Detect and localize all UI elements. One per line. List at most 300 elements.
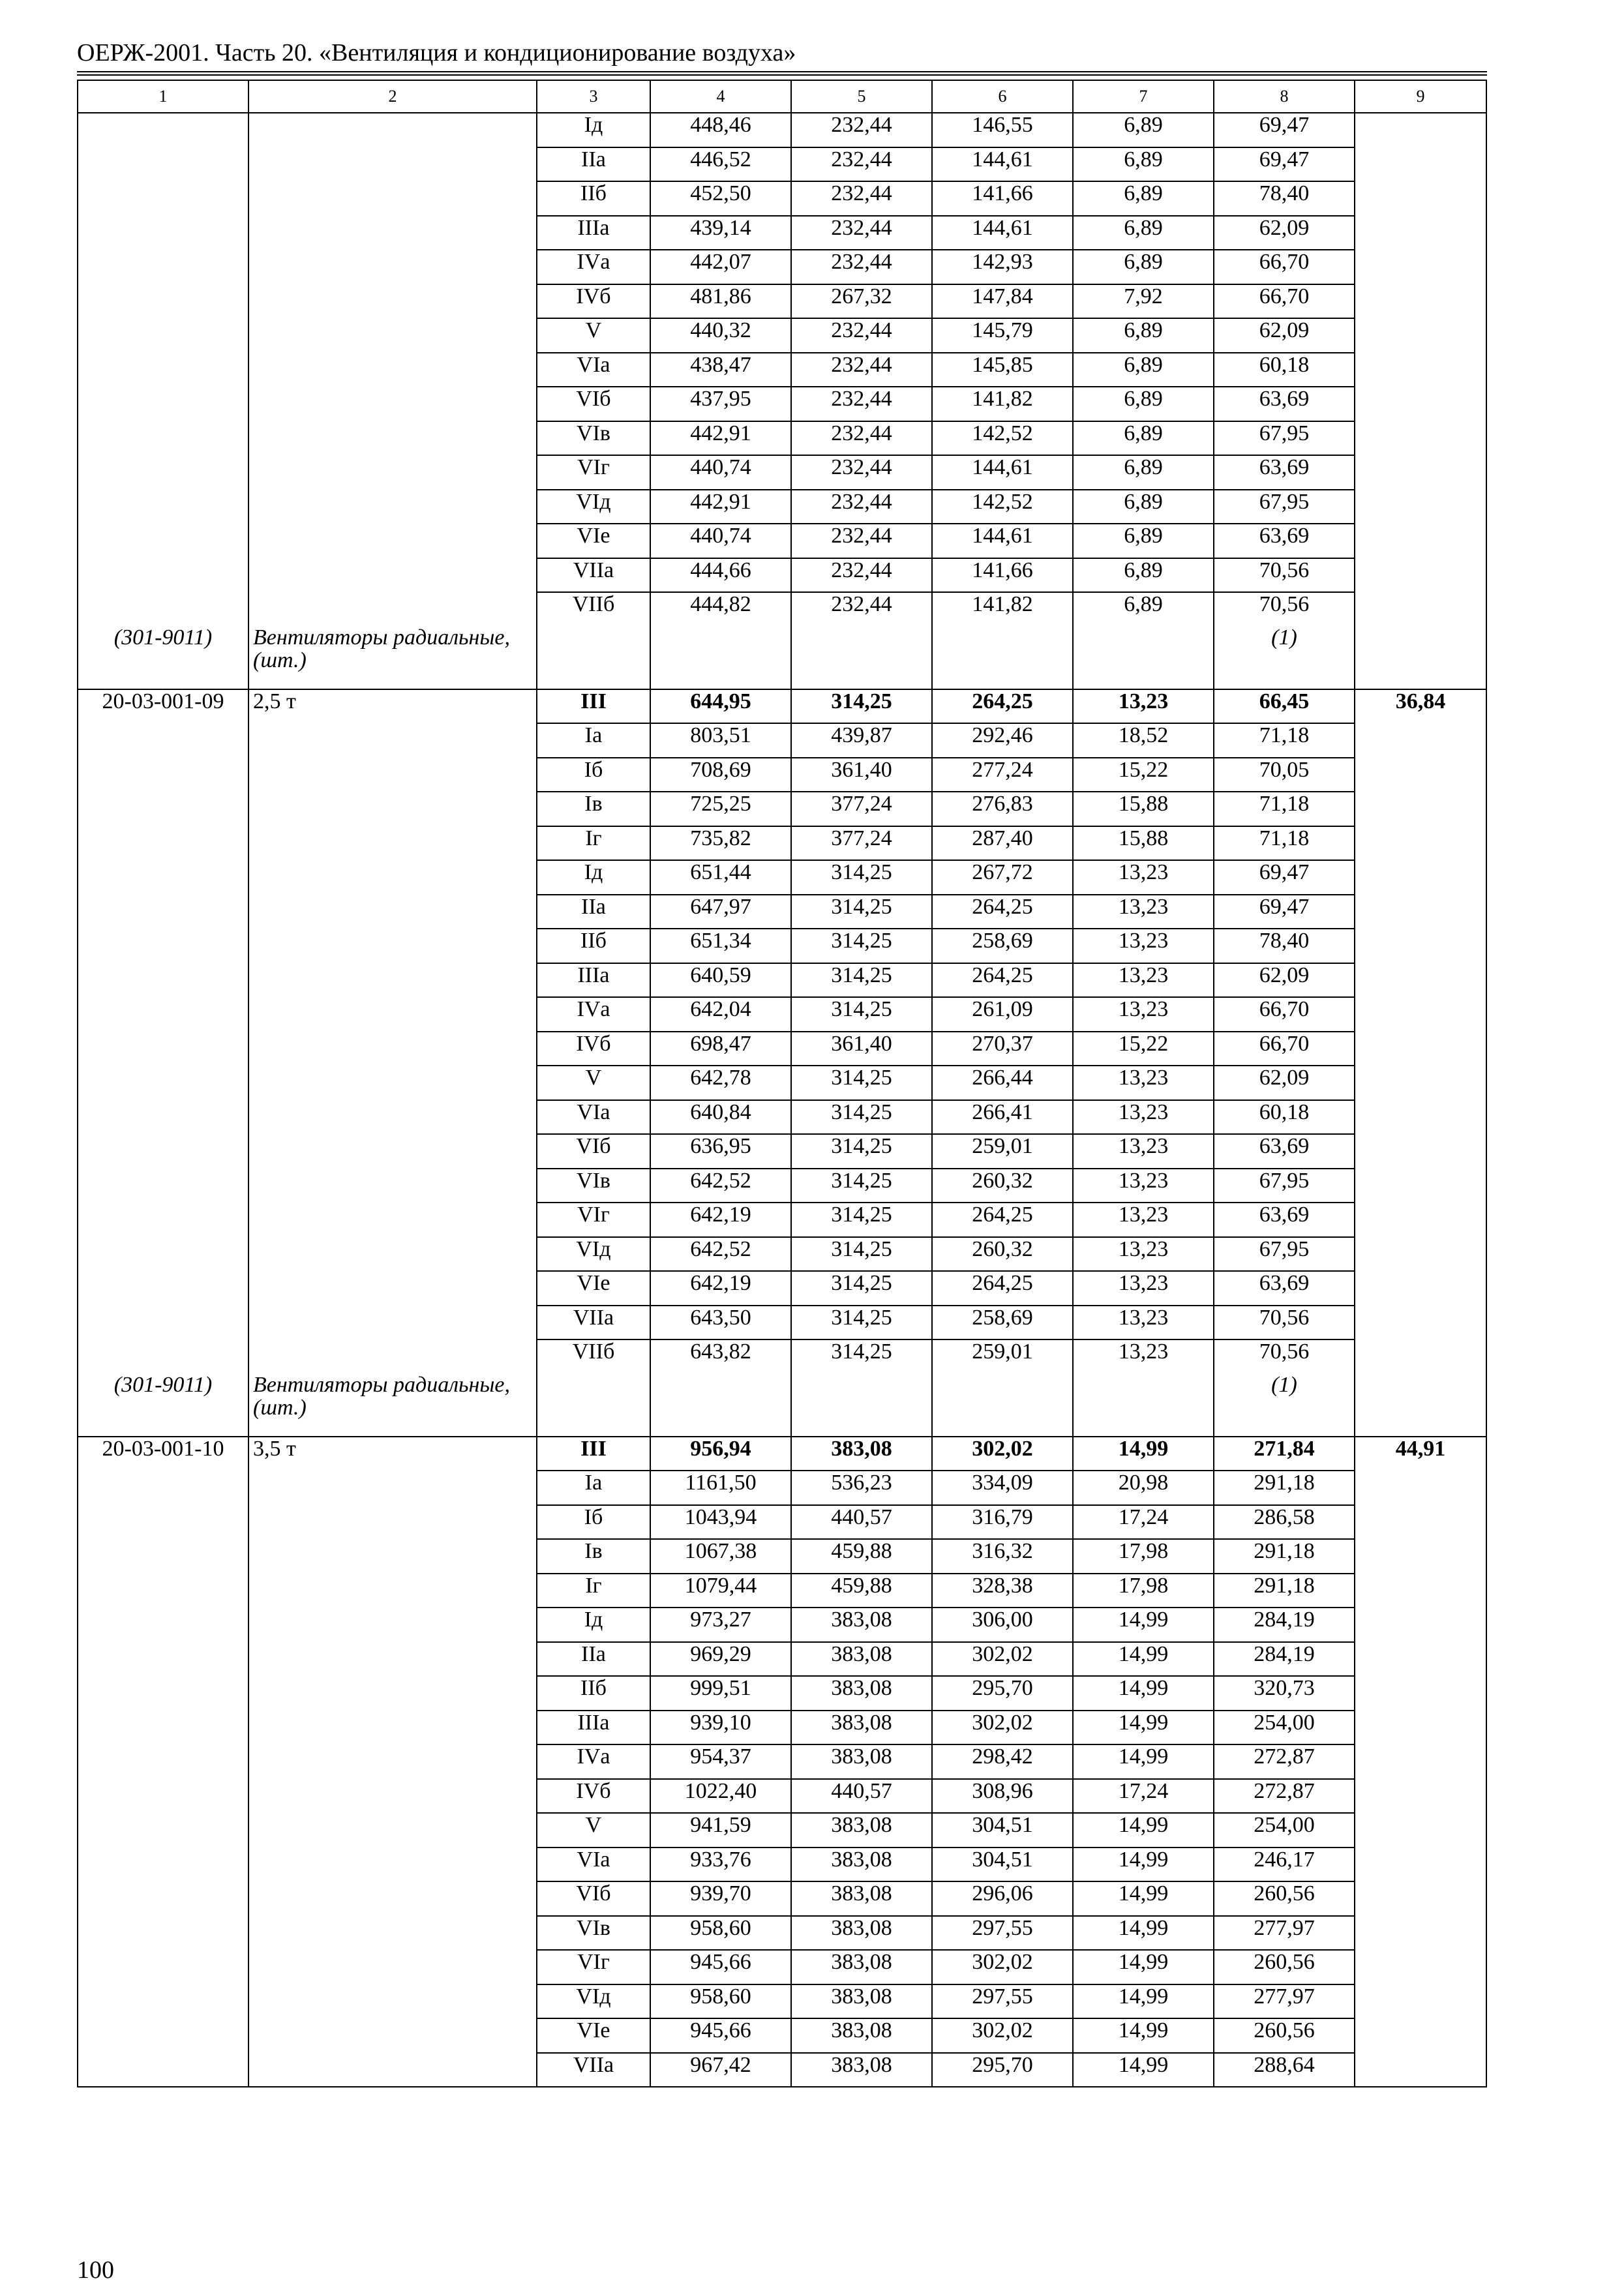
value-cell: 13,23 [1073,997,1214,1032]
value-cell: 62,09 [1214,318,1355,353]
value-cell: 14,99 [1073,1744,1214,1779]
name-cell: 2,5 т [248,689,537,724]
zone-cell: VIб [537,387,650,421]
code-cell [78,353,248,387]
zone-cell: IIб [537,929,650,963]
table-row [78,1100,1486,1135]
value-cell: 15,88 [1073,792,1214,826]
table-row [78,524,1486,558]
value-cell: 314,25 [791,860,932,895]
zone-cell: Iд [537,860,650,895]
code-cell [78,216,248,250]
value-cell: 440,74 [650,455,791,490]
value-cell: 260,56 [1214,2018,1355,2053]
table-row [78,1471,1486,1505]
value-cell: 440,74 [650,524,791,558]
name-cell [248,723,537,758]
value-cell: 643,82 [650,1339,791,1373]
value-cell [932,1373,1073,1437]
value-cell: 142,93 [932,250,1073,284]
table-row [78,1032,1486,1066]
value-cell: 439,87 [791,723,932,758]
value-cell: 295,70 [932,1676,1073,1711]
value-cell: 440,32 [650,318,791,353]
zone-cell: IIа [537,895,650,929]
zone-cell: IVб [537,1032,650,1066]
value-cell: 651,34 [650,929,791,963]
value-cell: 6,89 [1073,387,1214,421]
value-cell: 66,45 [1214,689,1355,724]
value-cell: 644,95 [650,689,791,724]
zone-cell: VIг [537,1950,650,1984]
value-cell: 320,73 [1214,1676,1355,1711]
value-cell: 291,18 [1214,1574,1355,1608]
name-cell [248,1950,537,1984]
zone-cell: Iб [537,758,650,792]
value-cell: 314,25 [791,1237,932,1272]
name-cell [248,592,537,626]
value-cell: 145,79 [932,318,1073,353]
name-cell [248,421,537,456]
zone-cell: VIв [537,1169,650,1203]
value-cell: 141,66 [932,558,1073,593]
total-cell [1355,792,1486,826]
code-cell [78,1848,248,1882]
zone-cell [537,1373,650,1437]
value-cell: 945,66 [650,2018,791,2053]
total-cell [1355,2018,1486,2053]
value-cell: 259,01 [932,1339,1073,1373]
column-number: 2 [248,80,537,113]
value-cell: 277,24 [932,758,1073,792]
zone-cell: Iв [537,1539,650,1574]
value-cell: 144,61 [932,524,1073,558]
resource-name: Вентиляторы радиальные, (шт.) [248,626,537,689]
table-row [78,592,1486,626]
value-cell: 383,08 [791,1608,932,1642]
value-cell: 708,69 [650,758,791,792]
table-row [78,250,1486,284]
name-cell [248,826,537,861]
value-cell: 14,99 [1073,2053,1214,2087]
value-cell: 13,23 [1073,1100,1214,1135]
total-cell [1355,1306,1486,1340]
total-cell [1355,1711,1486,1745]
total-cell [1355,592,1486,626]
name-cell [248,1339,537,1373]
value-cell: 259,01 [932,1134,1073,1169]
table-row [78,723,1486,758]
value-cell: 383,08 [791,1744,932,1779]
value-cell: 13,23 [1073,1203,1214,1237]
value-cell: 232,44 [791,216,932,250]
code-cell [78,1203,248,1237]
code-cell [78,1271,248,1306]
table-row [78,860,1486,895]
zone-cell: Iа [537,723,650,758]
value-cell: 6,89 [1073,421,1214,456]
total-cell [1355,895,1486,929]
name-cell [248,113,537,147]
table-row [78,284,1486,319]
value-cell: 14,99 [1073,1813,1214,1848]
value-cell: 306,00 [932,1608,1073,1642]
value-cell: 232,44 [791,318,932,353]
total-cell [1355,1848,1486,1882]
name-cell [248,1471,537,1505]
value-cell: 260,32 [932,1169,1073,1203]
name-cell [248,147,537,182]
value-cell: 13,23 [1073,1306,1214,1340]
zone-cell: VIв [537,421,650,456]
column-number: 4 [650,80,791,113]
code-cell [78,1169,248,1203]
code-cell [78,2018,248,2053]
value-cell: 304,51 [932,1813,1073,1848]
table-row [78,895,1486,929]
total-cell [1355,147,1486,182]
code-cell [78,250,248,284]
value-cell: 70,05 [1214,758,1355,792]
value-cell: 260,56 [1214,1881,1355,1916]
value-cell: 15,22 [1073,1032,1214,1066]
table-row [78,758,1486,792]
value-cell: 314,25 [791,1169,932,1203]
total-cell [1355,1676,1486,1711]
name-cell [248,1237,537,1272]
value-cell: 66,70 [1214,284,1355,319]
value-cell: 437,95 [650,387,791,421]
value-cell: 6,89 [1073,250,1214,284]
value-cell: 78,40 [1214,181,1355,216]
value-cell: 13,23 [1073,895,1214,929]
value-cell: 63,69 [1214,455,1355,490]
zone-cell: VIа [537,353,650,387]
value-cell: 254,00 [1214,1711,1355,1745]
name-cell [248,1676,537,1711]
table-row [78,1608,1486,1642]
value-cell: 383,08 [791,2018,932,2053]
value-cell: 260,56 [1214,1950,1355,1984]
value-cell [791,1373,932,1437]
zone-cell: VIIа [537,1306,650,1340]
code-cell [78,490,248,524]
zone-cell: IIб [537,1676,650,1711]
table-row [78,1744,1486,1779]
column-number: 6 [932,80,1073,113]
name-cell [248,1984,537,2019]
table-row [78,1339,1486,1373]
value-cell: 232,44 [791,147,932,182]
zone-cell: IIIа [537,963,650,998]
value-cell [1073,1373,1214,1437]
zone-cell: Iв [537,792,650,826]
name-cell [248,758,537,792]
code-cell [78,1306,248,1340]
total-cell [1355,2053,1486,2087]
value-cell: 232,44 [791,387,932,421]
value-cell: 442,07 [650,250,791,284]
table-row [78,1437,1486,1471]
value-cell: 383,08 [791,1881,932,1916]
table-row [78,963,1486,998]
value-cell: 383,08 [791,1916,932,1951]
table-row [78,1848,1486,1882]
value-cell: 1079,44 [650,1574,791,1608]
zone-cell: Iа [537,1471,650,1505]
zone-cell: V [537,318,650,353]
value-cell: 314,25 [791,1339,932,1373]
value-cell: 284,19 [1214,1642,1355,1677]
value-cell: 643,50 [650,1306,791,1340]
zone-cell: VIIа [537,2053,650,2087]
total-cell [1355,723,1486,758]
value-cell: 969,29 [650,1642,791,1677]
table-row [78,1916,1486,1951]
code-cell [78,387,248,421]
value-cell: 71,18 [1214,792,1355,826]
value-cell: 803,51 [650,723,791,758]
resource-code: (301-9011) [78,626,248,689]
value-cell: 440,57 [791,1505,932,1540]
value-cell: 67,95 [1214,1169,1355,1203]
value-cell: 302,02 [932,1437,1073,1471]
value-cell: 377,24 [791,792,932,826]
zone-cell: VIв [537,1916,650,1951]
code-cell [78,1950,248,1984]
value-cell: 62,09 [1214,1066,1355,1100]
code-cell [78,1505,248,1540]
table-row [78,689,1486,724]
table-row [78,1779,1486,1814]
value-cell: 60,18 [1214,353,1355,387]
table-row [78,1066,1486,1100]
table-row [78,1676,1486,1711]
zone-cell: IIа [537,1642,650,1677]
total-cell [1355,1237,1486,1272]
name-cell [248,2053,537,2087]
value-cell: 270,37 [932,1032,1073,1066]
total-cell [1355,758,1486,792]
total-cell [1355,1271,1486,1306]
value-cell: 536,23 [791,1471,932,1505]
name-cell [248,1100,537,1135]
table-row [78,558,1486,593]
value-cell: 640,59 [650,963,791,998]
value-cell: 264,25 [932,895,1073,929]
zone-cell: Iг [537,1574,650,1608]
zone-cell: IVа [537,250,650,284]
zone-cell: III [537,689,650,724]
value-cell: 258,69 [932,1306,1073,1340]
value-cell: 642,52 [650,1169,791,1203]
value-cell [650,626,791,689]
total-cell [1355,1950,1486,1984]
page-header: ОЕРЖ-2001. Часть 20. «Вентиляция и кондиционирование воздуха» [77,39,796,67]
value-cell: 14,99 [1073,1676,1214,1711]
resource-name: Вентиляторы радиальные, (шт.) [248,1373,537,1437]
total-cell [1355,1539,1486,1574]
value-cell: 6,89 [1073,524,1214,558]
value-cell: 232,44 [791,250,932,284]
table-row [78,353,1486,387]
value-cell: 642,19 [650,1203,791,1237]
code-cell [78,524,248,558]
value-cell: 60,18 [1214,1100,1355,1135]
name-cell [248,1306,537,1340]
value-cell: 254,00 [1214,1813,1355,1848]
zone-cell: Iд [537,113,650,147]
name-cell [248,1642,537,1677]
value-cell: 459,88 [791,1539,932,1574]
table-row [78,1984,1486,2019]
name-cell [248,250,537,284]
total-cell [1355,963,1486,998]
value-cell: 302,02 [932,1950,1073,1984]
total-cell [1355,250,1486,284]
total-cell [1355,929,1486,963]
table-row [78,1642,1486,1677]
code-cell [78,1032,248,1066]
value-cell: 264,25 [932,1203,1073,1237]
value-cell: 15,88 [1073,826,1214,861]
table-row [78,1950,1486,1984]
total-cell [1355,524,1486,558]
value-cell: 71,18 [1214,723,1355,758]
name-cell [248,1505,537,1540]
value-cell: 1043,94 [650,1505,791,1540]
value-cell: 260,32 [932,1237,1073,1272]
value-cell: 286,58 [1214,1505,1355,1540]
code-cell [78,592,248,626]
column-number: 5 [791,80,932,113]
table-row [78,318,1486,353]
total-cell [1355,1881,1486,1916]
value-cell: 232,44 [791,524,932,558]
value-cell: 232,44 [791,490,932,524]
total-cell [1355,1642,1486,1677]
zone-cell: IVб [537,284,650,319]
table-row [78,1306,1486,1340]
value-cell: 956,94 [650,1437,791,1471]
value-cell: 13,23 [1073,1271,1214,1306]
code-cell [78,792,248,826]
table-row [78,826,1486,861]
value-cell: 291,18 [1214,1471,1355,1505]
code-cell [78,723,248,758]
value-cell: 440,57 [791,1779,932,1814]
value-cell: 442,91 [650,490,791,524]
value-cell: 298,42 [932,1744,1073,1779]
name-cell [248,929,537,963]
table-row [78,216,1486,250]
zone-cell: VIIб [537,592,650,626]
value-cell: 361,40 [791,758,932,792]
value-cell: 6,89 [1073,113,1214,147]
column-number: 8 [1214,80,1355,113]
page-number: 100 [77,2256,114,2284]
name-cell [248,318,537,353]
code-cell [78,284,248,319]
total-cell [1355,826,1486,861]
total-cell [1355,1779,1486,1814]
value-cell: 308,96 [932,1779,1073,1814]
code-cell [78,1471,248,1505]
code-cell [78,1881,248,1916]
code-cell [78,1916,248,1951]
zone-cell: III [537,1437,650,1471]
table-row [78,1813,1486,1848]
value-cell: 232,44 [791,455,932,490]
table-row [78,1711,1486,1745]
name-cell [248,1203,537,1237]
table-row [78,1237,1486,1272]
value-cell: 945,66 [650,1950,791,1984]
name-cell [248,792,537,826]
value-cell: 698,47 [650,1032,791,1066]
value-cell: 67,95 [1214,1237,1355,1272]
value-cell: 18,52 [1073,723,1214,758]
value-cell: 62,09 [1214,216,1355,250]
value-cell: 334,09 [932,1471,1073,1505]
value-cell: 448,46 [650,113,791,147]
name-cell [248,1066,537,1100]
code-cell [78,318,248,353]
total-cell [1355,216,1486,250]
resource-code: (301-9011) [78,1373,248,1437]
resource-row [78,1373,1486,1437]
value-cell: 69,47 [1214,895,1355,929]
value-cell: 261,09 [932,997,1073,1032]
value-cell: 958,60 [650,1984,791,2019]
code-cell [78,963,248,998]
value-cell: 17,98 [1073,1574,1214,1608]
table-row [78,113,1486,147]
value-cell: 144,61 [932,455,1073,490]
value-cell: 958,60 [650,1916,791,1951]
code-cell: 20-03-001-10 [78,1437,248,1471]
value-cell: 446,52 [650,147,791,182]
value-cell: 63,69 [1214,1134,1355,1169]
value-cell: 14,99 [1073,1848,1214,1882]
price-table [77,80,1487,2087]
code-cell [78,1642,248,1677]
value-cell: 232,44 [791,558,932,593]
value-cell: 973,27 [650,1608,791,1642]
total-cell [1355,558,1486,593]
value-cell: 642,52 [650,1237,791,1272]
zone-cell: IVа [537,997,650,1032]
value-cell: 6,89 [1073,216,1214,250]
name-cell [248,455,537,490]
value-cell [1073,626,1214,689]
value-cell: 14,99 [1073,1916,1214,1951]
value-cell: 13,23 [1073,689,1214,724]
value-cell: 383,08 [791,1642,932,1677]
table-row [78,1539,1486,1574]
value-cell: 377,24 [791,826,932,861]
zone-cell: IIIа [537,1711,650,1745]
value-cell: 141,82 [932,387,1073,421]
column-number: 1 [78,80,248,113]
value-cell: 933,76 [650,1848,791,1882]
name-cell [248,1848,537,1882]
value-cell: 297,55 [932,1916,1073,1951]
value-cell: 383,08 [791,1437,932,1471]
value-cell: 314,25 [791,895,932,929]
total-cell [1355,1169,1486,1203]
value-cell: 144,61 [932,216,1073,250]
